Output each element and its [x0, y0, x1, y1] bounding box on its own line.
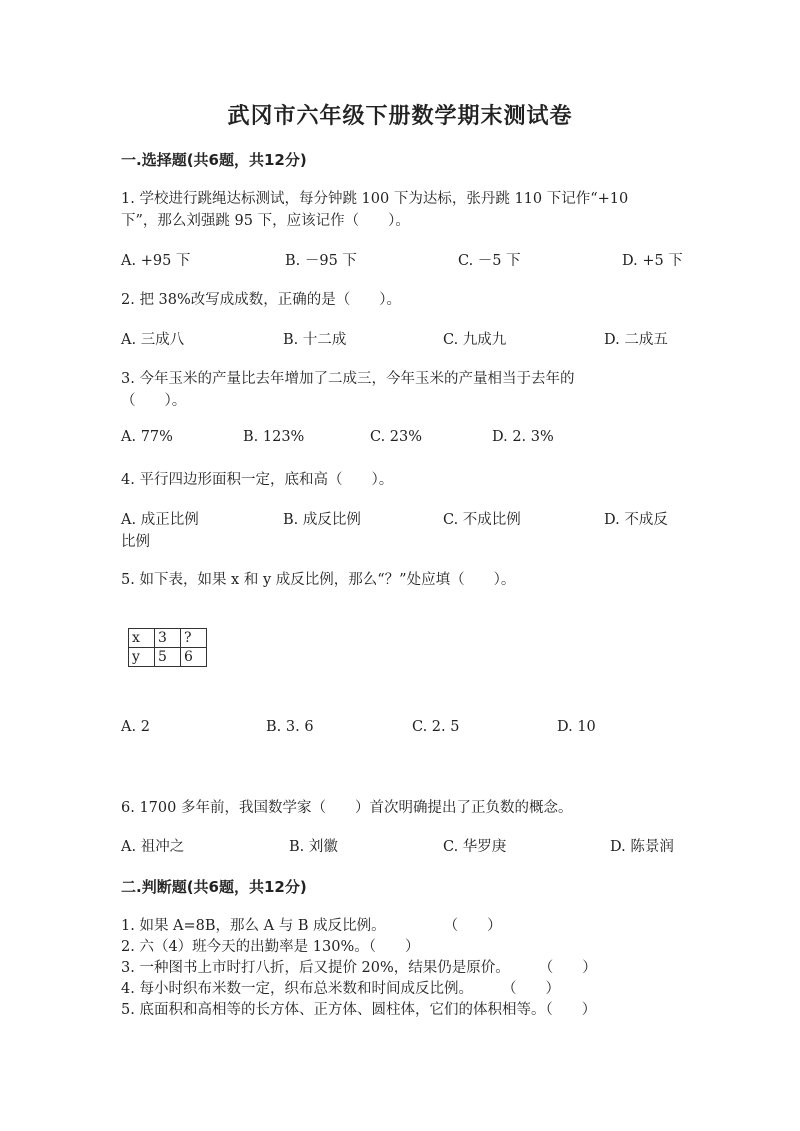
q4-option-a[interactable]: A. 成正比例: [121, 512, 199, 528]
table-cell: 3: [155, 629, 181, 648]
question-3-line-2: （ ）。: [121, 393, 187, 409]
table-row: [129, 629, 207, 648]
q4-option-c[interactable]: C. 不成比例: [443, 512, 521, 528]
q4-option-d[interactable]: D. 不成反: [604, 512, 668, 528]
q5-option-b[interactable]: B. 3. 6: [266, 719, 314, 735]
q5-option-d[interactable]: D. 10: [557, 719, 596, 735]
q6-option-b[interactable]: B. 刘徽: [289, 839, 338, 855]
q2-option-b[interactable]: B. 十二成: [283, 332, 347, 348]
question-6-line-1: 6. 1700 多年前，我国数学家（ ）首次明确提出了正负数的概念。: [121, 800, 573, 816]
q2-option-c[interactable]: C. 九成九: [443, 332, 507, 348]
q4-option-b[interactable]: B. 成反比例: [283, 512, 361, 528]
q6-option-c[interactable]: C. 华罗庚: [443, 839, 507, 855]
q6-option-d[interactable]: D. 陈景润: [610, 839, 674, 855]
q5-option-a[interactable]: A. 2: [121, 719, 150, 735]
question-3-line-1: 3. 今年玉米的产量比去年增加了二成三，今年玉米的产量相当于去年的: [121, 371, 575, 387]
page-title: 武冈市六年级下册数学期末测试卷: [227, 103, 573, 129]
q6-option-a[interactable]: A. 祖冲之: [121, 839, 185, 855]
judgement-item-5: 5. 底面积和高相等的长方体、正方体、圆柱体，它们的体积相等。（ ）: [121, 1002, 597, 1018]
question-1-line-2: 下”，那么刘强跳 95 下，应该记作（ ）。: [121, 213, 410, 229]
judgement-item-4: 4. 每小时织布米数一定，织布总米数和时间成反比例。 （ ）: [121, 981, 560, 997]
q1-option-c[interactable]: C. －5 下: [458, 253, 521, 269]
question-4-line-1: 4. 平行四边形面积一定，底和高（ ）。: [121, 472, 394, 488]
question-5-line-1: 5. 如下表，如果 x 和 y 成反比例，那么“？”处应填（ ）。: [121, 572, 516, 588]
question-1-line-1: 1. 学校进行跳绳达标测试，每分钟跳 100 下为达标，张丹跳 110 下记作“+10: [121, 191, 629, 207]
q4-option-d-continued: 比例: [121, 534, 150, 550]
judgement-item-3: 3. 一种图书上市时打八折，后又提价 20%，结果仍是原价。 （ ）: [121, 960, 597, 976]
table-cell: 5: [155, 648, 181, 667]
q3-option-c[interactable]: C. 23%: [370, 429, 423, 445]
xy-table: [128, 628, 207, 667]
section1-heading: 一.选择题(共6题，共12分): [121, 151, 307, 169]
q1-option-a[interactable]: A. +95 下: [121, 253, 191, 269]
q3-option-b[interactable]: B. 123%: [243, 429, 305, 445]
table-cell: 6: [181, 648, 207, 667]
q1-option-d[interactable]: D. +5 下: [622, 253, 683, 269]
section2-heading: 二.判断题(共6题，共12分): [121, 878, 307, 896]
question-2-line-1: 2. 把 38%改写成成数，正确的是（ ）。: [121, 292, 402, 308]
q5-option-c[interactable]: C. 2. 5: [412, 719, 460, 735]
judgement-item-1: 1. 如果 A=8B，那么 A 与 B 成反比例。 （ ）: [121, 918, 502, 934]
q1-option-b[interactable]: B. －95 下: [285, 253, 357, 269]
table-row: [129, 648, 207, 667]
table-cell: y: [129, 648, 155, 667]
judgement-item-2: 2. 六（4）班今天的出勤率是 130%。（ ）: [121, 939, 420, 955]
q2-option-d[interactable]: D. 二成五: [604, 332, 668, 348]
q3-option-d[interactable]: D. 2. 3%: [492, 429, 554, 445]
q2-option-a[interactable]: A. 三成八: [121, 332, 185, 348]
q3-option-a[interactable]: A. 77%: [121, 429, 173, 445]
table-cell: ?: [181, 629, 207, 648]
table-cell: x: [129, 629, 155, 648]
